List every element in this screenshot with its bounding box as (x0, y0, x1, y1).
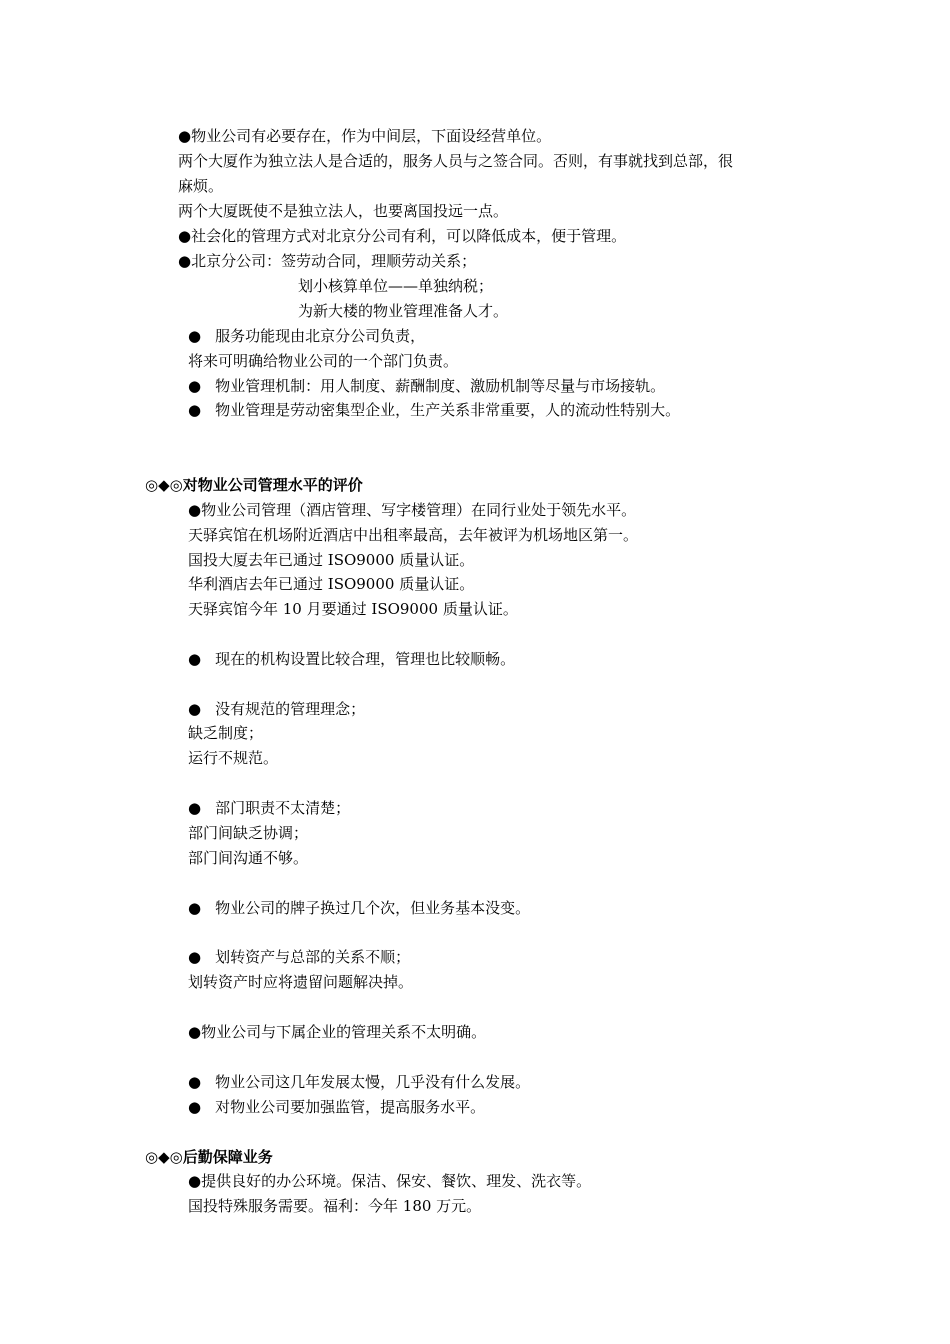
bullet-icon: ● (188, 327, 202, 345)
bullet-line: ● 物业公司这几年发展太慢，几乎没有什么发展。 (188, 1070, 530, 1095)
bullet-line: ●物业公司管理（酒店管理、写字楼管理）在同行业处于领先水平。 (188, 498, 636, 523)
text-line: 麻烦。 (178, 177, 224, 195)
bullet-icon: ● (188, 501, 202, 519)
bullet-icon: ● (188, 700, 202, 718)
bullet-icon: ● (188, 401, 202, 419)
text-line: 为新大楼的物业管理准备人才。 (298, 302, 509, 320)
bullet-line: ● 部门职责不太清楚； (188, 796, 350, 821)
text-line: 划小核算单位——单独纳税； (298, 277, 494, 295)
bullet-line: ●北京分公司：签劳动合同，理顺劳动关系； (178, 249, 476, 274)
text-line: 缺乏制度； (188, 724, 264, 742)
text-line: 两个大厦既使不是独立法人，也要离国投远一点。 (178, 202, 509, 220)
bullet-icon: ● (178, 227, 192, 245)
bullet-line: ●物业公司有必要存在，作为中间层，下面设经营单位。 (178, 124, 551, 149)
bullet-icon: ● (188, 650, 202, 668)
bullet-line: ● 服务功能现由北京分公司负责， (188, 324, 425, 349)
bullet-icon: ● (188, 377, 202, 395)
bullet-line: ● 物业管理机制：用人制度、薪酬制度、激励机制等尽量与市场接轨。 (188, 374, 665, 399)
text-line: 天驿宾馆在机场附近酒店中出租率最高，去年被评为机场地区第一。 (188, 526, 639, 544)
bullet-icon: ● (188, 899, 202, 917)
bullet-line: ●社会化的管理方式对北京分公司有利，可以降低成本，便于管理。 (178, 224, 626, 249)
section-heading: ◎◆◎对物业公司管理水平的评价 (145, 476, 363, 494)
bullet-icon: ● (188, 948, 202, 966)
bullet-line: ●物业公司与下属企业的管理关系不太明确。 (188, 1020, 486, 1045)
bullet-icon: ● (188, 799, 202, 817)
text-line: 部门间缺乏协调； (188, 824, 309, 842)
section-marker-icon: ◎◆◎ (145, 476, 183, 494)
text-line: 天驿宾馆今年 10 月要通过 ISO9000 质量认证。 (188, 600, 518, 618)
text-line: 国投大厦去年已通过 ISO9000 质量认证。 (188, 551, 475, 569)
bullet-icon: ● (188, 1172, 202, 1190)
bullet-line: ● 物业管理是劳动密集型企业，生产关系非常重要，人的流动性特别大。 (188, 398, 680, 423)
text-line: 部门间沟通不够。 (188, 849, 309, 867)
text-line: 运行不规范。 (188, 749, 279, 767)
bullet-line: ● 现在的机构设置比较合理，管理也比较顺畅。 (188, 647, 515, 672)
bullet-icon: ● (188, 1098, 202, 1116)
text-line: 国投特殊服务需要。福利：今年 180 万元。 (188, 1197, 482, 1215)
bullet-icon: ● (188, 1023, 202, 1041)
text-line: 两个大厦作为独立法人是合适的，服务人员与之签合同。否则，有事就找到总部，很 (178, 152, 734, 170)
bullet-line: ● 划转资产与总部的关系不顺； (188, 945, 410, 970)
bullet-icon: ● (178, 127, 192, 145)
bullet-line: ●提供良好的办公环境。保洁、保安、餐饮、理发、洗衣等。 (188, 1169, 591, 1194)
bullet-line: ● 物业公司的牌子换过几个次，但业务基本没变。 (188, 896, 530, 921)
bullet-line: ● 对物业公司要加强监管，提高服务水平。 (188, 1095, 485, 1120)
section-marker-icon: ◎◆◎ (145, 1148, 183, 1166)
bullet-line: ● 没有规范的管理理念； (188, 697, 365, 722)
bullet-icon: ● (188, 1073, 202, 1091)
bullet-icon: ● (178, 252, 192, 270)
text-line: 将来可明确给物业公司的一个部门负责。 (188, 352, 459, 370)
section-heading: ◎◆◎后勤保障业务 (145, 1148, 273, 1166)
text-line: 华利酒店去年已通过 ISO9000 质量认证。 (188, 575, 475, 593)
text-line: 划转资产时应将遗留问题解决掉。 (188, 973, 414, 991)
